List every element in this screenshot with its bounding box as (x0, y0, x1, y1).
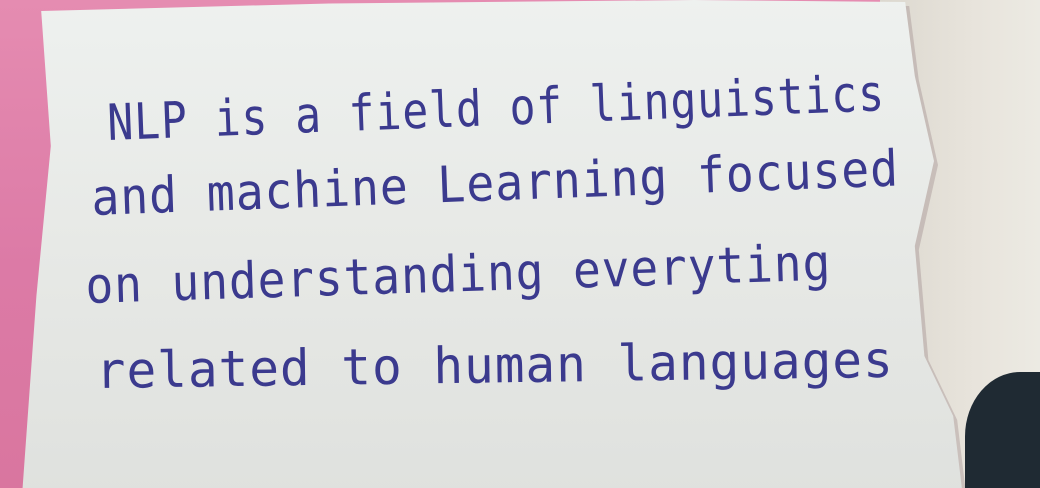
note-line-3: on understanding everyting (84, 231, 895, 315)
note-line-1: NLP is a field of linguistics (106, 59, 1010, 152)
note-line-2: and machine Learning focused (90, 137, 963, 227)
note-line-4: related to human languages (95, 330, 905, 400)
